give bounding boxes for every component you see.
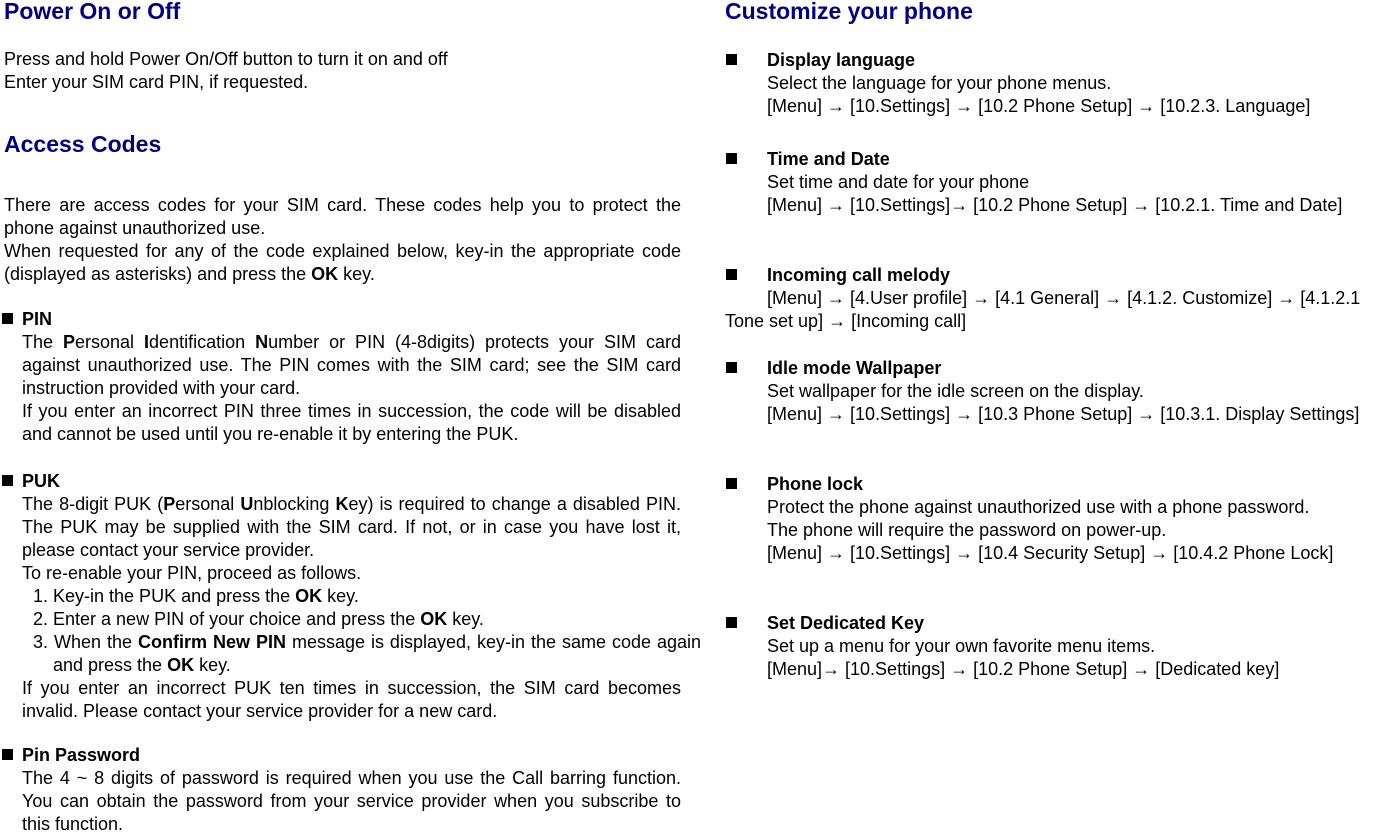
- arrow-icon: →: [822, 659, 841, 679]
- power-line-2: Enter your SIM card PIN, if requested.: [4, 72, 309, 92]
- power-title: Power On or Off: [4, 0, 181, 24]
- arrow-icon: →: [827, 288, 846, 308]
- puk-paragraph-1: The 8-digit PUK (Personal Unblocking Key) is required to change a disabled PIN. The PUK may be supplied with the SIM card. If not, or in case you have lost it, please contact your service provider.: [22, 494, 681, 560]
- puk-heading: PUK: [22, 471, 61, 491]
- time-date-desc: Set time and date for your phone: [767, 172, 1030, 192]
- wallpaper-bullet: [726, 362, 737, 373]
- wallpaper-path: [Menu] → [10.Settings] → [10.3 Phone Setup] → [10.3.1. Display Settings]: [767, 404, 1360, 424]
- phone-lock-desc-1: Protect the phone against unauthorized use with a phone password.: [767, 497, 1310, 517]
- pin-heading: PIN: [22, 309, 53, 329]
- pin-bullet: [2, 313, 13, 324]
- arrow-icon: →: [1277, 288, 1296, 308]
- phone-lock-bullet: [726, 478, 737, 489]
- puk-bullet: [2, 475, 13, 486]
- pin-password-heading: Pin Password: [22, 745, 141, 765]
- dedicated-key-heading: Set Dedicated Key: [767, 613, 925, 633]
- access-intro-1: There are access codes for your SIM card. These codes help you to protect the phone against unauthorized use.: [4, 195, 681, 238]
- puk-step-2: 2. Enter a new PIN of your choice and press the OK key.: [33, 609, 484, 629]
- arrow-icon: →: [827, 543, 846, 563]
- arrow-icon: →: [972, 288, 991, 308]
- arrow-icon: →: [827, 195, 846, 215]
- arrow-icon: →: [955, 96, 974, 116]
- time-date-path: [Menu] → [10.Settings]→ [10.2 Phone Setup] → [10.2.1. Time and Date]: [767, 195, 1343, 215]
- arrow-icon: →: [1150, 543, 1169, 563]
- pin-password-paragraph: The 4 ~ 8 digits of password is required when you use the Call barring function. You can obtain the password from your service provider when you subscribe to this function.: [22, 768, 681, 834]
- arrow-icon: →: [950, 659, 969, 679]
- wallpaper-desc: Set wallpaper for the idle screen on the display.: [767, 381, 1144, 401]
- incoming-melody-heading: Incoming call melody: [767, 265, 951, 285]
- display-language-heading: Display language: [767, 50, 916, 70]
- wallpaper-heading: Idle mode Wallpaper: [767, 358, 942, 378]
- puk-step-1: 1. Key-in the PUK and press the OK key.: [33, 586, 359, 606]
- dedicated-key-desc: Set up a menu for your own favorite menu items.: [767, 636, 1156, 656]
- puk-outro: If you enter an incorrect PUK ten times in succession, the SIM card becomes invalid. Please contact your service provider for a new card.: [22, 678, 681, 721]
- access-intro-2: When requested for any of the code explained below, key-in the appropriate code (displayed as asterisks) and press the OK key.: [4, 241, 681, 284]
- puk-step-3: 3. When the Confirm New PIN message is displayed, key-in the same code again and press the OK key.: [33, 632, 702, 675]
- phone-lock-desc-2: The phone will require the password on power-up.: [767, 520, 1167, 540]
- power-line-1: Press and hold Power On/Off button to turn it on and off: [4, 49, 448, 69]
- arrow-icon: →: [1132, 195, 1151, 215]
- puk-intro: To re-enable your PIN, proceed as follows.: [22, 563, 362, 583]
- incoming-melody-bullet: [726, 269, 737, 280]
- display-language-desc: Select the language for your phone menus.: [767, 73, 1112, 93]
- arrow-icon: →: [1137, 404, 1156, 424]
- pin-paragraph-2: If you enter an incorrect PIN three times in succession, the code will be disabled and cannot be used until you re-enable it by entering the PUK.: [22, 401, 681, 444]
- access-title: Access Codes: [4, 131, 162, 157]
- arrow-icon: →: [950, 195, 969, 215]
- arrow-icon: →: [955, 543, 974, 563]
- time-date-heading: Time and Date: [767, 149, 890, 169]
- arrow-icon: →: [1104, 288, 1123, 308]
- incoming-melody-path: [Menu] → [4.User profile] → [4.1 General] → [4.1.2. Customize] → [4.1.2.1 Tone set up] → [Incoming call]: [725, 288, 1361, 331]
- display-language-bullet: [726, 54, 737, 65]
- dedicated-key-path: [Menu]→ [10.Settings] → [10.2 Phone Setup] → [Dedicated key]: [767, 659, 1280, 679]
- pin-password-bullet: [2, 749, 13, 760]
- phone-lock-path: [Menu] → [10.Settings] → [10.4 Security Setup] → [10.4.2 Phone Lock]: [767, 543, 1334, 563]
- time-date-bullet: [726, 153, 737, 164]
- customize-title: Customize your phone: [725, 0, 973, 24]
- phone-lock-heading: Phone lock: [767, 474, 864, 494]
- arrow-icon: →: [827, 404, 846, 424]
- arrow-icon: →: [955, 404, 974, 424]
- display-language-path: [Menu] → [10.Settings] → [10.2 Phone Setup] → [10.2.3. Language]: [767, 96, 1311, 116]
- arrow-icon: →: [1137, 96, 1156, 116]
- dedicated-key-bullet: [726, 617, 737, 628]
- arrow-icon: →: [1132, 659, 1151, 679]
- arrow-icon: →: [828, 311, 847, 331]
- pin-paragraph-1: The Personal Identification Number or PIN (4-8digits) protects your SIM card against unauthorized use. The PIN comes with the SIM card; see the SIM card instruction provided with your card.: [22, 332, 681, 398]
- arrow-icon: →: [827, 96, 846, 116]
